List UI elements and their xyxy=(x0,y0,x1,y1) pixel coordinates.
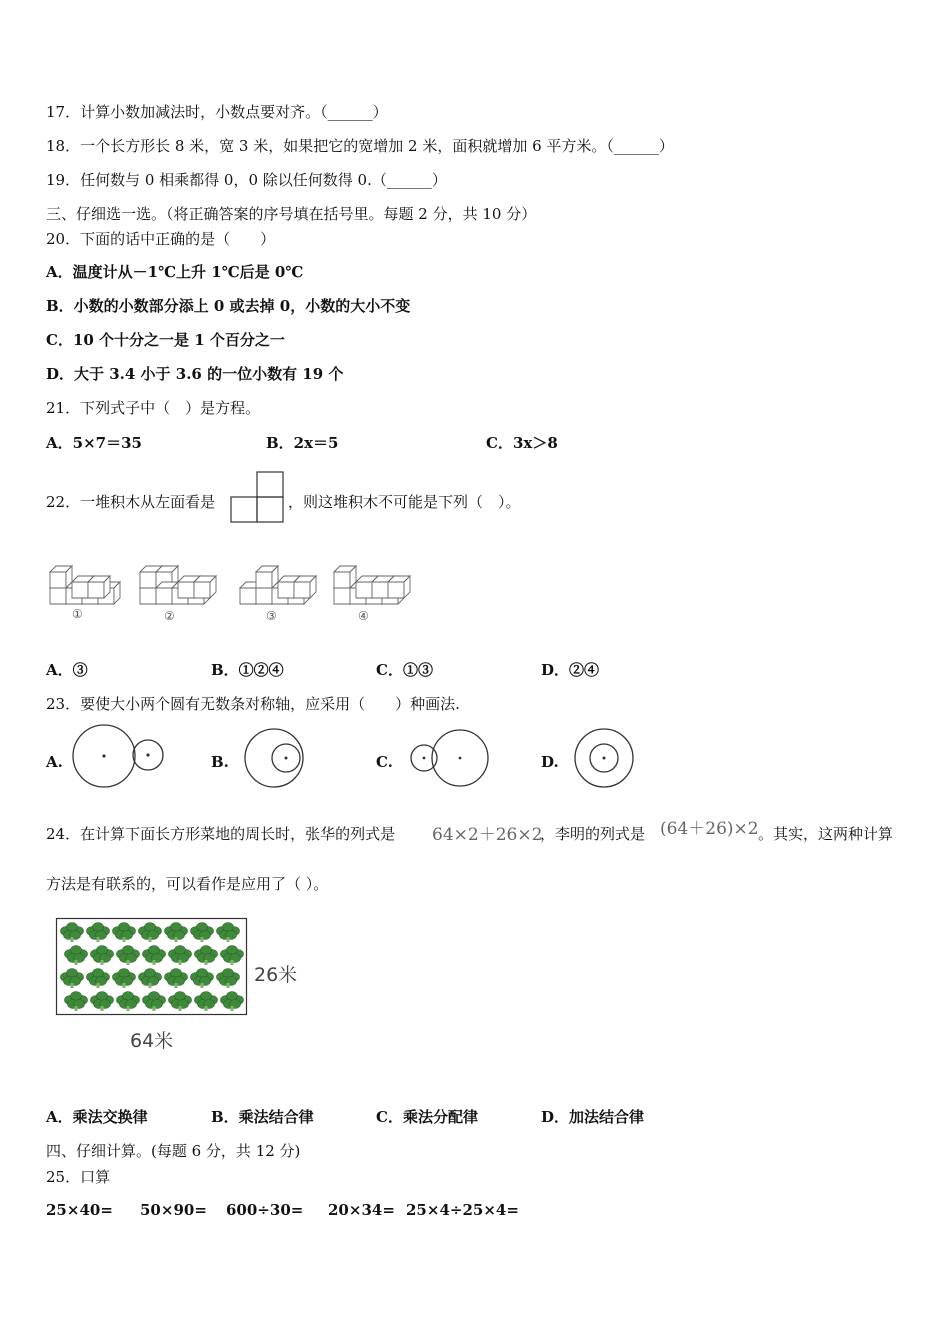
mental-math-item-1: 25×40= xyxy=(46,1201,113,1219)
question-22-stem-start: 22．一堆积木从左面看是 xyxy=(46,493,216,511)
question-24-option-b: B．乘法结合律 xyxy=(211,1108,314,1126)
block-figure-2 xyxy=(140,566,216,623)
question-21-option-b: B．2x＝5 xyxy=(266,434,339,452)
block-figure-4 xyxy=(334,566,410,623)
mental-math-item-3: 600÷30= xyxy=(226,1201,304,1219)
question-17: 17．计算小数加减法时，小数点要对齐。（______） xyxy=(46,103,388,121)
question-21-option-c: C．3x＞8 xyxy=(486,434,558,452)
block-figure-label-2: ② xyxy=(164,609,175,623)
block-figure-1 xyxy=(50,566,120,621)
question-24-option-a: A．乘法交换律 xyxy=(46,1108,148,1126)
question-24-stem-start: 24．在计算下面长方形菜地的周长时，张华的列式是 xyxy=(46,825,396,843)
question-20-option-a: A．温度计从－1℃上升 1℃后是 0℃ xyxy=(46,263,304,281)
section-4-heading: 四、仔细计算。(每题 6 分，共 12 分) xyxy=(46,1142,301,1160)
question-20-stem: 20．下面的话中正确的是（ ） xyxy=(46,230,276,248)
garden-width-label: 64米 xyxy=(130,1030,174,1052)
question-24-option-d: D．加法结合律 xyxy=(541,1108,645,1126)
question-23-option-d: D. xyxy=(541,753,559,771)
block-figure-label-4: ④ xyxy=(358,609,369,623)
question-22-option-c: C．①③ xyxy=(376,661,433,679)
mental-math-item-5: 25×4÷25×4= xyxy=(406,1201,519,1219)
question-18: 18．一个长方形长 8 米，宽 3 米，如果把它的宽增加 2 米，面积就增加 6 平方米。（______） xyxy=(46,137,674,155)
block-figures xyxy=(46,556,426,626)
section-3-heading: 三、仔细选一选。（将正确答案的序号填在括号里。每题 2 分，共 10 分） xyxy=(46,205,537,223)
question-24-stem-mid: ，李明的列式是 xyxy=(540,825,646,843)
garden-height-label: 26米 xyxy=(254,964,298,986)
question-21-stem: 21．下列式子中（ ）是方程。 xyxy=(46,399,261,417)
formula-zhang-hua: 64×2＋26×2 xyxy=(432,825,543,845)
question-24-stem-line2: 方法是有联系的，可以看作是应用了（ ）。 xyxy=(46,875,329,893)
mental-math-item-2: 50×90= xyxy=(140,1201,207,1219)
question-22-stem-end: ，则这堆积木不可能是下列（ ）。 xyxy=(288,493,521,511)
question-20-option-d: D．大于 3.4 小于 3.6 的一位小数有 19 个 xyxy=(46,365,344,383)
mental-math-item-4: 20×34= xyxy=(328,1201,395,1219)
question-20-option-b: B．小数的小数部分添上 0 或去掉 0，小数的大小不变 xyxy=(46,297,411,315)
question-24-option-c: C．乘法分配律 xyxy=(376,1108,478,1126)
left-view-figure xyxy=(230,470,288,526)
question-24-stem-end: 。其实，这两种计算 xyxy=(758,825,894,843)
question-25-stem: 25．口算 xyxy=(46,1168,111,1186)
question-23-option-a: A. xyxy=(46,753,63,771)
circles-figure-c xyxy=(408,726,492,790)
block-figure-label-3: ③ xyxy=(266,609,277,623)
question-23-stem: 23．要使大小两个圆有无数条对称轴，应采用（ ）种画法. xyxy=(46,695,460,713)
question-20-option-c: C．10 个十分之一是 1 个百分之一 xyxy=(46,331,285,349)
question-23-option-b: B. xyxy=(211,753,229,771)
question-22-option-a: A．③ xyxy=(46,661,88,679)
question-19: 19．任何数与 0 相乘都得 0，0 除以任何数得 0.（______） xyxy=(46,171,447,189)
question-23-option-c: C. xyxy=(376,753,393,771)
block-figure-3 xyxy=(240,566,316,623)
vegetable-garden xyxy=(56,918,248,1018)
question-22-option-d: D．②④ xyxy=(541,661,600,679)
circles-figure-d xyxy=(572,726,636,790)
circles-figure-a xyxy=(70,724,170,790)
question-21-option-a: A．5×7＝35 xyxy=(46,434,142,452)
circles-figure-b xyxy=(244,726,308,790)
block-figure-label-1: ① xyxy=(72,607,83,621)
question-22-option-b: B．①②④ xyxy=(211,661,284,679)
formula-li-ming: (64＋26)×2 xyxy=(660,819,759,839)
